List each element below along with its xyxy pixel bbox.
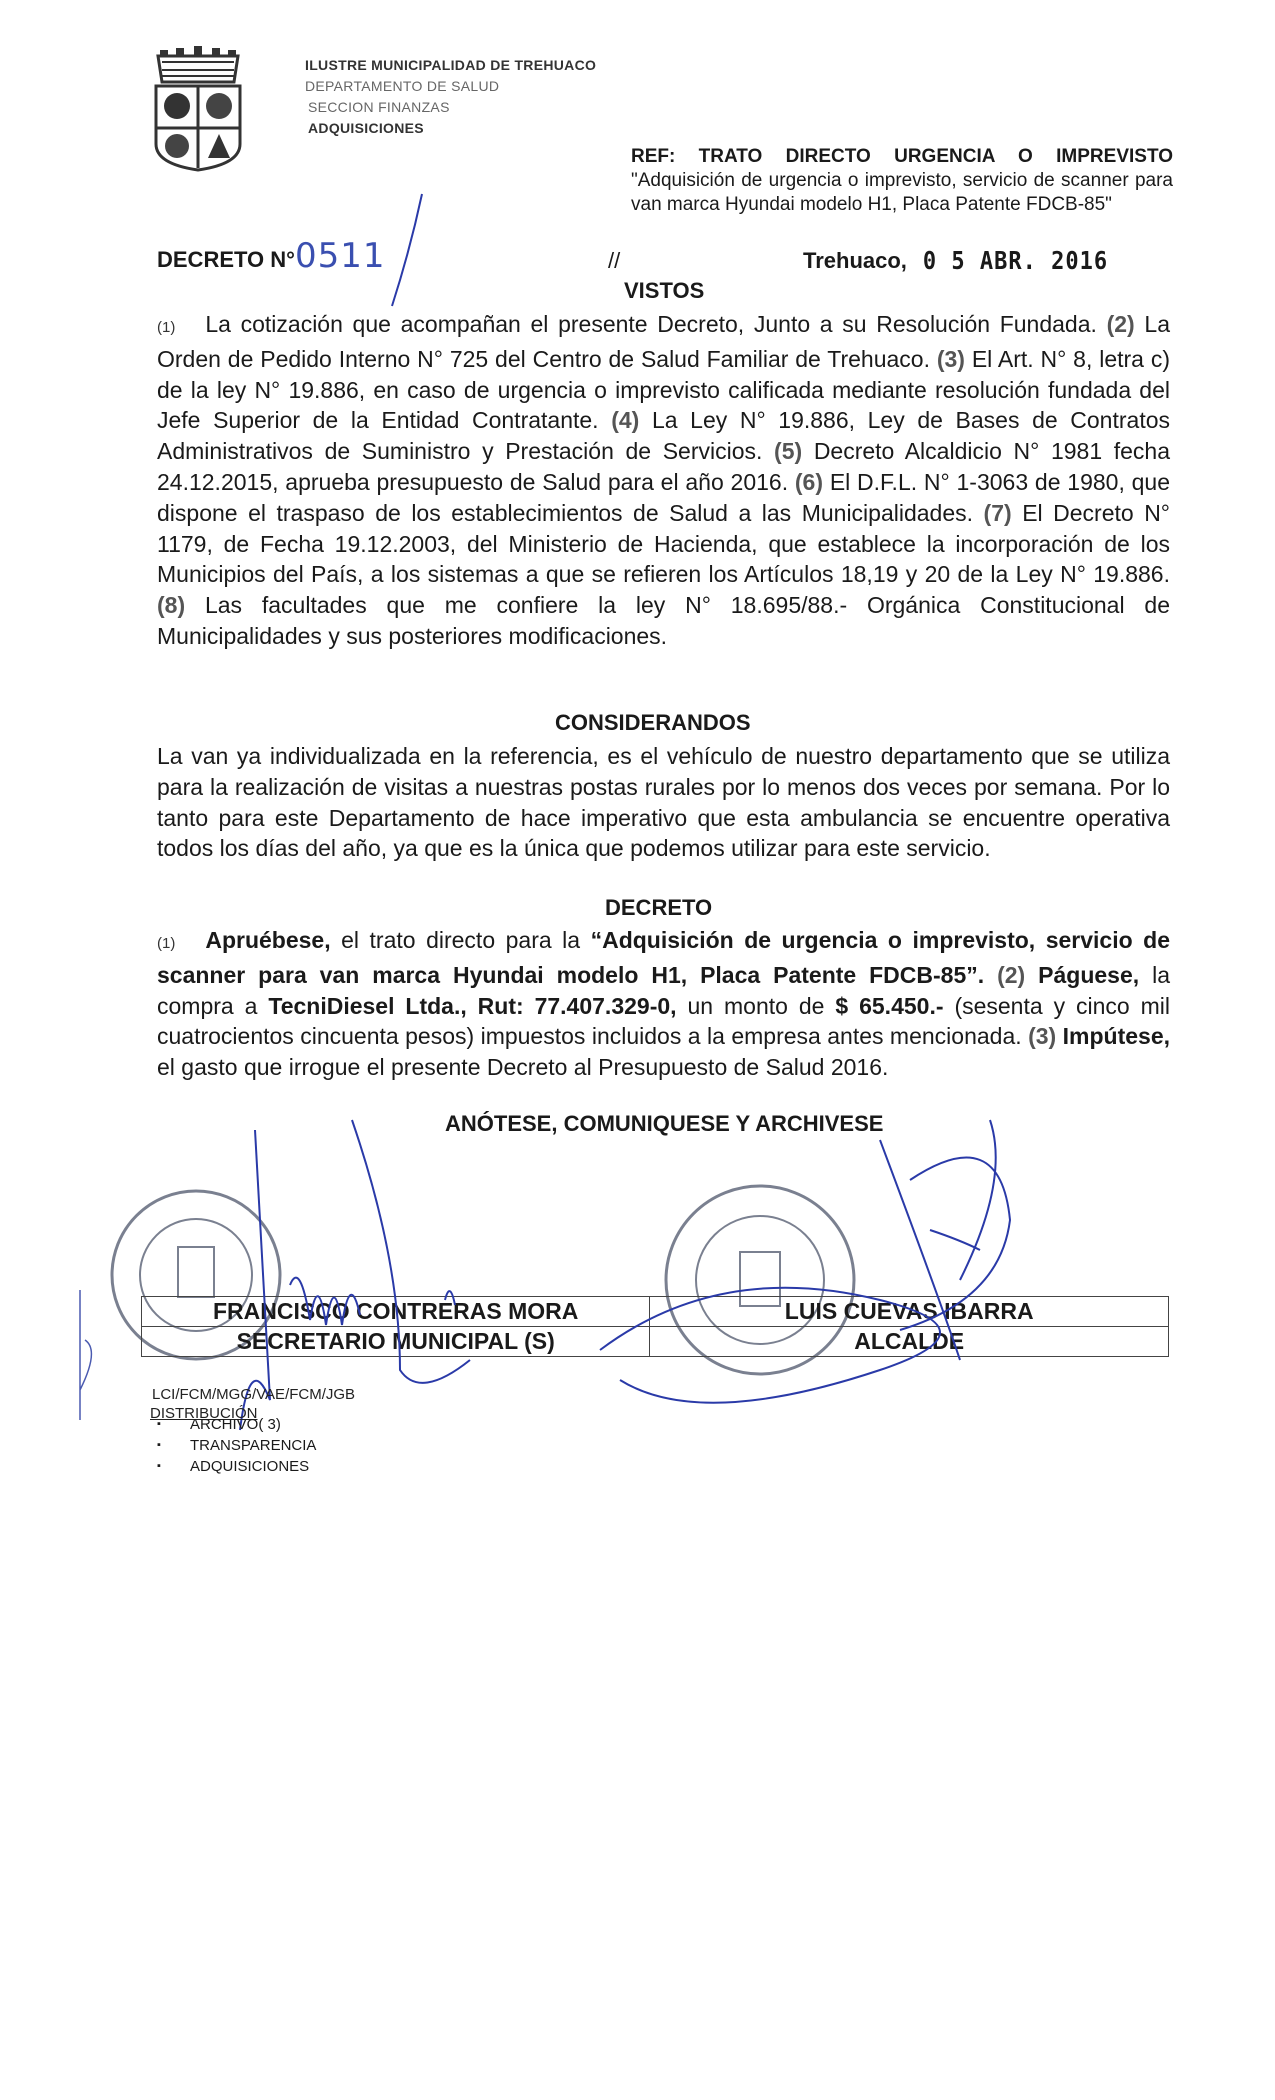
place: Trehuaco, bbox=[803, 248, 907, 273]
verb: Apruébese, bbox=[205, 927, 331, 953]
vistos-item: La cotización que acompañan el presente Decreto, Junto a su Resolución Fundada. bbox=[205, 311, 1097, 337]
decree-label: DECRETO N° bbox=[157, 247, 295, 272]
separator: // bbox=[608, 248, 621, 273]
vistos-paragraph bbox=[157, 309, 1170, 652]
initials: LCI/FCM/MGG/VAE/FCM/JGB bbox=[152, 1386, 356, 1403]
reference-description: "Adquisición de urgencia o imprevisto, servicio de scanner para van marca Hyundai modelo H1, Placa Patente FDCB-85" bbox=[631, 170, 1173, 215]
distribution-item: ▪ ADQUISICIONES bbox=[190, 1458, 316, 1479]
department-name: DEPARTAMENTO DE SALUD bbox=[305, 78, 500, 94]
institution-name: ILUSTRE MUNICIPALIDAD DE TREHUACO bbox=[305, 57, 597, 73]
distribution-item: ▪ TRANSPARENCIA bbox=[190, 1437, 316, 1458]
reference-block bbox=[631, 145, 1173, 217]
vistos-item: El Decreto N° 1179, de Fecha 19.12.2003, del Ministerio de Hacienda, que establece la incorporación de los Municipios del País, a los sistemas a que se refieren los Artículos 18,19 y 20 de la Ley N° 19.886. bbox=[157, 499, 1171, 588]
text: la compra a bbox=[157, 961, 1170, 1019]
distribution-label: DISTRIBUCIÓN bbox=[150, 1405, 258, 1422]
reference-title: REF: TRATO DIRECTO URGENCIA O IMPREVISTO bbox=[631, 146, 1173, 167]
signatory-role: SECRETARIO MUNICIPAL (S) bbox=[142, 1327, 650, 1357]
signatory-name: LUIS CUEVAS IBARRA bbox=[650, 1297, 1169, 1327]
decreto-paragraph bbox=[157, 925, 1170, 1083]
closing-formula: ANÓTESE, COMUNIQUESE Y ARCHIVESE bbox=[445, 1111, 884, 1136]
distribution-item: ▪ ARCHIVO( 3) bbox=[190, 1416, 316, 1437]
amount: $ 65.450.- bbox=[835, 992, 944, 1019]
signatory-role: ALCALDE bbox=[650, 1327, 1169, 1357]
unit-name: ADQUISICIONES bbox=[308, 120, 424, 136]
section-name: SECCION FINANZAS bbox=[308, 99, 450, 115]
item-number: (2) bbox=[1106, 311, 1135, 337]
item-number: (8) bbox=[157, 592, 186, 619]
purchase-description: “Adquisición de urgencia o imprevisto, servicio de scanner para van marca Hyundai modelo H1, Placa Patente FDCB-85”. bbox=[157, 927, 1170, 988]
item-number: (5) bbox=[774, 438, 803, 465]
item-number: (4) bbox=[611, 407, 640, 434]
municipal-crest-logo bbox=[150, 46, 246, 172]
item-number: (1) bbox=[157, 319, 176, 336]
item-number: (3) bbox=[1028, 1023, 1057, 1050]
vistos-item: El D.F.L. N° 1-3063 de 1980, que dispone el traspaso de los establecimientos de Salud a las Municipalidades. bbox=[157, 468, 1171, 526]
decree-number-handwritten: 0511 bbox=[294, 236, 386, 276]
text: el gasto que irrogue el presente Decreto al Presupuesto de Salud 2016. bbox=[157, 1054, 889, 1081]
item-number: (3) bbox=[936, 345, 965, 372]
vistos-item: Las facultades que me confiere la ley N° 18.695/88.- Orgánica Constitucional de Municipalidades y sus posteriores modificaciones. bbox=[157, 592, 1170, 649]
item-number: (6) bbox=[794, 468, 824, 495]
item-number: (7) bbox=[983, 499, 1012, 526]
vistos-item: La Orden de Pedido Interno N° 725 del Centro de Salud Familiar de Trehuaco. bbox=[157, 311, 1171, 372]
item-number: (1) bbox=[157, 935, 176, 952]
supplier: TecniDiesel Ltda., Rut: 77.407.329-0, bbox=[268, 992, 677, 1019]
text: un monto de bbox=[687, 992, 825, 1019]
verb: Impútese, bbox=[1062, 1023, 1171, 1050]
vistos-heading: VISTOS bbox=[624, 278, 705, 303]
handwritten-slash bbox=[370, 190, 430, 310]
verb: Páguese, bbox=[1038, 961, 1140, 988]
distribution-list bbox=[190, 1416, 316, 1479]
considerandos-paragraph: La van ya individualizada en la referencia, es el vehículo de nuestro departamento que se utiliza para la realización de visitas a nuestras postas rurales por lo menos dos veces por semana. Por lo tanto para este Departamento de hace imperativo que esta ambulancia se encuentre operativa todos los días del año, ya que es la única que podemos utilizar para este servicio. bbox=[157, 743, 1170, 862]
vistos-item: El Art. N° 8, letra c) de la ley N° 19.886, en caso de urgencia o imprevisto calificada mediante resolución fundada del Jefe Superior de la Entidad Contratante. bbox=[157, 345, 1170, 434]
vistos-item: Decreto Alcaldicio N° 1981 fecha 24.12.2015, aprueba presupuesto de Salud para el año 2016. bbox=[157, 438, 1171, 495]
considerandos-heading: CONSIDERANDOS bbox=[555, 710, 751, 735]
text: el trato directo para la bbox=[341, 927, 581, 953]
decreto-heading: DECRETO bbox=[605, 895, 713, 920]
item-number: (2) bbox=[997, 961, 1026, 988]
place-date bbox=[803, 248, 1108, 274]
decree-number bbox=[157, 236, 386, 276]
text: (sesenta y cinco mil cuatrocientos cincuenta pesos) impuestos incluidos a la empresa antes mencionada. bbox=[157, 992, 1171, 1050]
date-stamp: 0 5 ABR. 2016 bbox=[922, 247, 1109, 276]
signatory-name: FRANCISCO CONTRERAS MORA bbox=[142, 1297, 650, 1327]
vistos-item: La Ley N° 19.886, Ley de Bases de Contratos Administrativos de Suministro y Prestación de Servicios. bbox=[157, 407, 1170, 465]
